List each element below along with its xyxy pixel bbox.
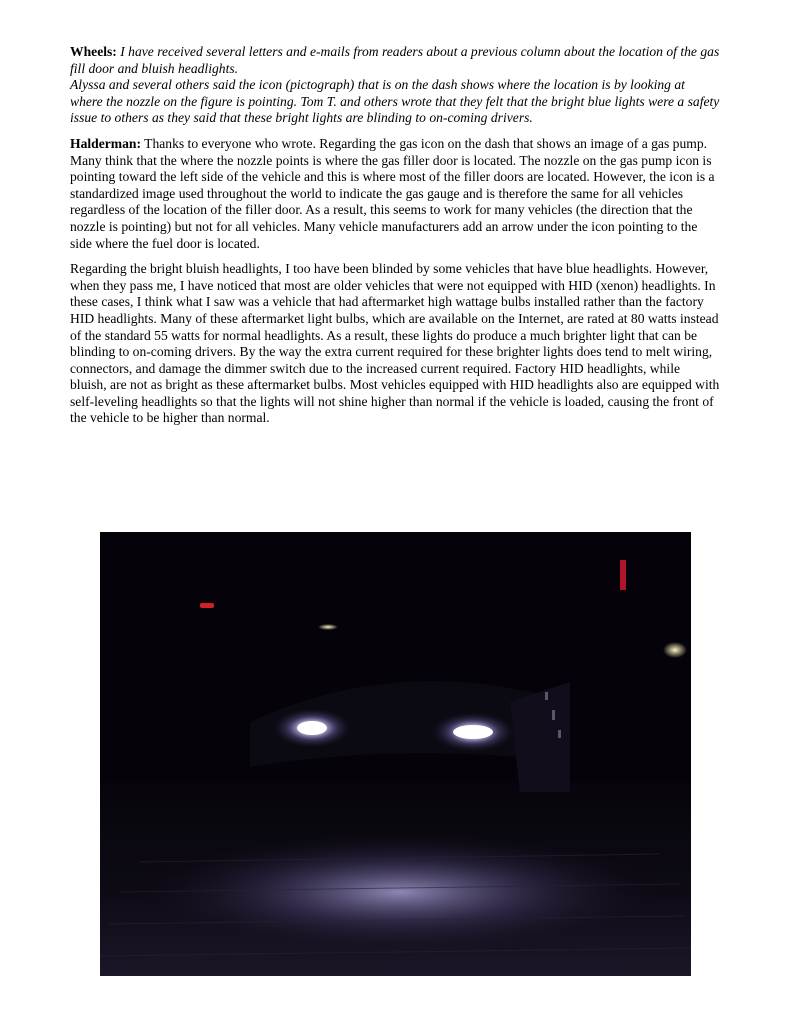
question-lead: Wheels: xyxy=(70,44,117,59)
photo-illustration xyxy=(100,532,691,976)
right-headlight-core xyxy=(453,725,493,739)
article-page xyxy=(70,44,720,436)
distant-light xyxy=(318,624,338,630)
answer-paragraph-2: Regarding the bright bluish headlights, I too have been blinded by some vehicles that have blue headlights. However, when they pass me, I have noticed that most are older vehicles that were not equipped with HID (xenon) headlights. In these cases, I think what I saw was a vehicle that had aftermarket high wattage bulbs installed rather than the factory HID headlights. Many of these aftermarket light bulbs, which are available on the Internet, are rated at 80 watts instead of the standard 55 watts for normal headlights. As a result, these lights do produce a much brighter light that can be blinding to on-coming drivers. By the way the extra current required for these brighter lights does tend to melt wiring, connectors, and damage the dimmer switch due to the increased current required. Factory HID headlights, while bluish, are not as bright as these aftermarket bulbs. Most vehicles equipped with HID headlights also are equipped with self-leveling headlights so that the lights will not shine higher than normal if the vehicle is loaded, causing the front of the vehicle to be higher than normal. xyxy=(70,261,720,426)
left-headlight-core xyxy=(297,721,327,735)
question-text-1: I have received several letters and e-mails from readers about a previous column about the location of the gas fill door and bluish headlights. xyxy=(70,44,720,76)
road-glare xyxy=(140,832,660,952)
right-distant-light xyxy=(663,642,687,658)
answer-text-1: Thanks to everyone who wrote. Regarding the gas icon on the dash that shows an image of a gas pump. Many think that the where the nozzle points is where the gas filler door is located. The nozzle on the gas pump icon is pointing toward the left side of the vehicle and this is where most of the filler doors are located. However, the icon is a standardized image used throughout the world to indicate the gas gauge and is therefore the same for all vehicles regardless of the location of the filler door. As a result, this seems to work for many vehicles (the direction that the nozzle is pointing) but not for all vehicles. Many vehicle manufacturers add an arrow under the icon pointing to the side where the fuel door is located. xyxy=(70,135,715,251)
question-text-2: Alyssa and several others said the icon (pictograph) that is on the dash shows where the location is by looking at where the nozzle on the figure is pointing. Tom T. and others wrote that they felt that the bright blue lights were a safety issue to others as they said that these bright lights are blinding to on-coming drivers. xyxy=(70,77,720,126)
night-headlights-photo xyxy=(100,532,691,976)
answer-lead: Halderman: xyxy=(70,135,141,151)
red-sign-light xyxy=(620,560,626,590)
taillight xyxy=(200,603,214,608)
answer-paragraph-1 xyxy=(70,136,720,252)
reader-question xyxy=(70,44,720,127)
